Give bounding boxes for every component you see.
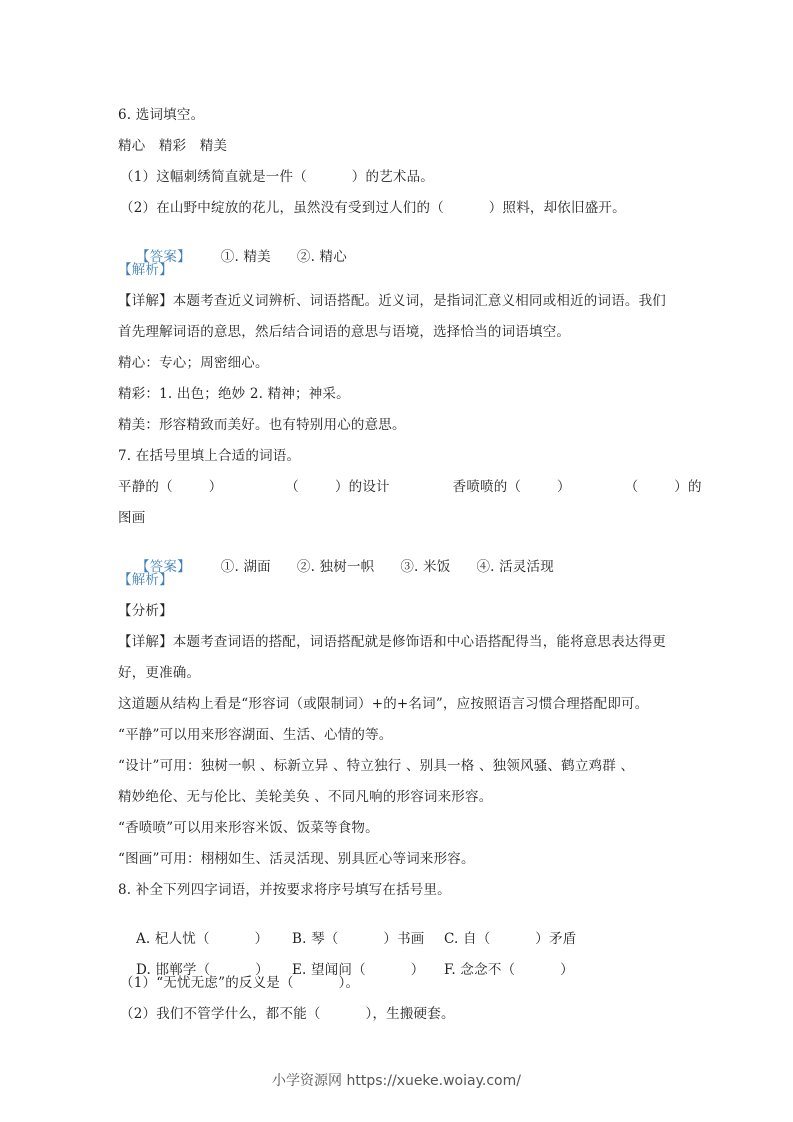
- q6-title: 6. 选词填空。: [118, 107, 205, 123]
- q7-title: 7. 在括号里填上合适的词语。: [118, 448, 301, 464]
- q7-fenxi-label: 【分析】: [118, 603, 173, 619]
- q6-detail-1: 【详解】本题考查近义词辨析、词语搭配。近义词，是指词汇意义相同或相近的词语。我们: [118, 293, 666, 309]
- q7-answer-2: ②. 独树一帜: [296, 559, 375, 575]
- q7-analysis-label: 【解析】: [118, 572, 173, 588]
- q7-detail-4: “平静”可以用来形容湖面、生活、心情的等。: [118, 727, 393, 743]
- answer-label: 【答案】: [135, 249, 191, 265]
- q7-detail-6: 精妙绝伦、无与伦比、美轮美奂 、不同凡响的形容词来形容。: [118, 789, 493, 805]
- answer-label: 【答案】: [135, 559, 191, 575]
- q6-detail-5: 精美：形容精致而美好。也有特别用心的意思。: [118, 417, 406, 433]
- q7-blanks-line: 平静的（ ） （ ）的设计 香喷喷的（ ） （ ）的: [118, 479, 702, 495]
- q7-detail-2: 好，更准确。: [118, 665, 201, 681]
- q8-option-d: D. 邯郸学（ ）: [135, 962, 269, 978]
- q6-answer-2: ②. 精心: [296, 249, 347, 265]
- q8-option-e: E. 望闻问（ ）: [291, 962, 425, 978]
- q8-item-2: （2）我们不管学什么，都不能（ ），生搬硬套。: [120, 1006, 455, 1022]
- q6-answer-1: ①. 精美: [220, 249, 271, 265]
- q6-detail-2: 首先理解词语的意思，然后结合词语的意思与语境，选择恰当的词语填空。: [118, 324, 571, 340]
- q7-detail-7: “香喷喷”可以用来形容米饭、饭菜等食物。: [118, 820, 379, 836]
- q8-option-c: C. 自（ ）矛盾: [443, 931, 577, 947]
- q8-option-f: F. 念念不（ ）: [443, 962, 574, 978]
- q8-option-a: A. 杞人忧（ ）: [135, 931, 269, 947]
- q7-detail-3: 这道题从结构上看是“形容词（或限制词）+的+名词”，应按照语言习惯合理搭配即可。: [118, 696, 649, 712]
- q7-detail-8: “图画”可用：栩栩如生、活灵活现、别具匠心等词来形容。: [118, 851, 475, 867]
- q6-detail-3: 精心：专心；周密细心。: [118, 355, 269, 371]
- q7-detail-1: 【详解】本题考查词语的搭配，词语搭配就是修饰语和中心语搭配得当，能将意思表达得更: [118, 634, 666, 650]
- q6-item-2: （2）在山野中绽放的花儿，虽然没有受到过人们的（ ）照料，却依旧盛开。: [120, 200, 626, 216]
- q8-option-b: B. 琴（ ）书画: [291, 931, 425, 947]
- q6-analysis-label: 【解析】: [118, 262, 173, 278]
- q7-blanks-line-2: 图画: [118, 510, 146, 526]
- q7-detail-5: “设计”可用：独树一帜 、标新立异 、特立独行 、别具一格 、独领风骚、鹤立鸡群 、: [118, 758, 635, 774]
- q7-answer-1: ①. 湖面: [220, 559, 271, 575]
- q7-answer-row: [118, 540, 580, 594]
- q8-item-1: （1）“无忧无虑”的反义是（ ）。: [120, 975, 360, 991]
- q6-detail-4: 精彩：1. 出色；绝妙 2. 精神；神采。: [118, 386, 350, 402]
- footer-watermark: 小学资源网 https://xueke.woiay.com/: [272, 1073, 521, 1089]
- q8-title: 8. 补全下列四字词语，并按要求将序号填写在括号里。: [118, 882, 451, 898]
- q6-word-choices: 精心 精彩 精美: [118, 138, 228, 154]
- q6-item-1: （1）这幅刺绣简直就是一件（ ）的艺术品。: [120, 169, 435, 185]
- q7-answer-3: ③. 米饭: [400, 559, 451, 575]
- q7-answer-4: ④. 活灵活现: [476, 559, 554, 575]
